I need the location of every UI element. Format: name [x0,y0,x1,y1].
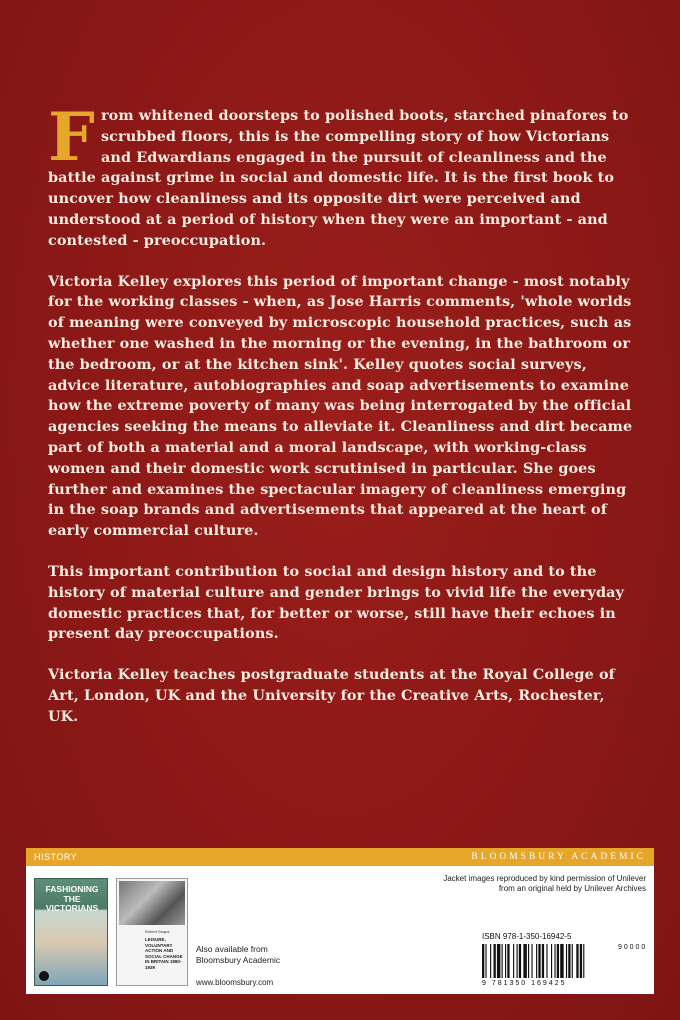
author-bio [48,665,638,727]
blurb-paragraph-3: This important contribution to social and design history and to the history of material culture and gender brings to vivid life the everyday domestic practices that, for better or worse, still have their echoes in present day preoccupations. [48,562,624,643]
subject-label: HISTORY [34,852,78,862]
book-cover-fashioning-the-victorians [34,878,108,986]
jacket-credit: Jacket images reproduced by kind permission of Unilever from an original held by Unilever Archives [443,874,646,893]
blurb-paragraph-1 [48,98,638,252]
author-bio-text: teaches postgraduate students at the Royal College of Art, London, UK and the University for the Creative Arts, Rochester, UK. [48,666,615,725]
book2-photo [119,881,185,925]
barcode-digits: 9 781350 169425 [482,980,567,987]
book1-title: FASHIONING THE VICTORIANS [45,884,99,913]
website-link[interactable]: www.bloomsbury.com [196,978,274,987]
book2-title: LEISURE, VOLUNTARY ACTION AND SOCIAL CHANGE IN BRITAIN 1880-1939 [145,937,183,970]
book2-author: Robert Snape [145,929,170,934]
publisher-name: BLOOMSBURY ACADEMIC [471,852,646,862]
blurb-text [48,98,638,748]
also-available-text: Also available from Bloomsbury Academic [196,944,281,965]
price-code: 9 0 0 0 0 [618,944,646,951]
publisher-logo-icon [39,971,49,981]
isbn-text: ISBN 978-1-350-16942-5 [482,932,572,941]
footer-bar [26,848,654,866]
blurb-paragraph-2: Victoria Kelley explores this period of important change - most notably for the working classes - when, as Jose Harris comments, 'whole worlds of meaning were conveyed by microscopic household practices, such as whether one washed in the morning or the evening, in the bathroom or the bedroom, or at the kitchen sink'. Kelley quotes social surveys, advice literature, autobiographies and soap advertisements to examine how the extreme poverty of many was being interrogated by the official agencies seeking the means to alleviate it. Cleanliness and dirt became part of both a material and a moral landscape, with working-class women and their domestic work scrutinised in particular. She goes further and examines the spectacular imagery of cleanliness emerging in the soap brands and advertisements that appeared at the heart of early commercial culture. [48,272,633,540]
author-name: Victoria Kelley [48,666,169,684]
paragraph-1-text: rom whitened doorsteps to polished boots, starched pinafores to scrubbed floors, this is the compelling story of how Victorians and Edwardians engaged in the pursuit of cleanliness and the battle against grime in social and domestic life. It is the first book to uncover how cleanliness and its opposite dirt were perceived and understood at a period of history when they were an important - and contested - preoccupation. [48,107,629,249]
footer-panel [26,848,654,994]
book-cover-leisure-voluntary-action [116,878,188,986]
drop-cap: F [48,98,95,176]
